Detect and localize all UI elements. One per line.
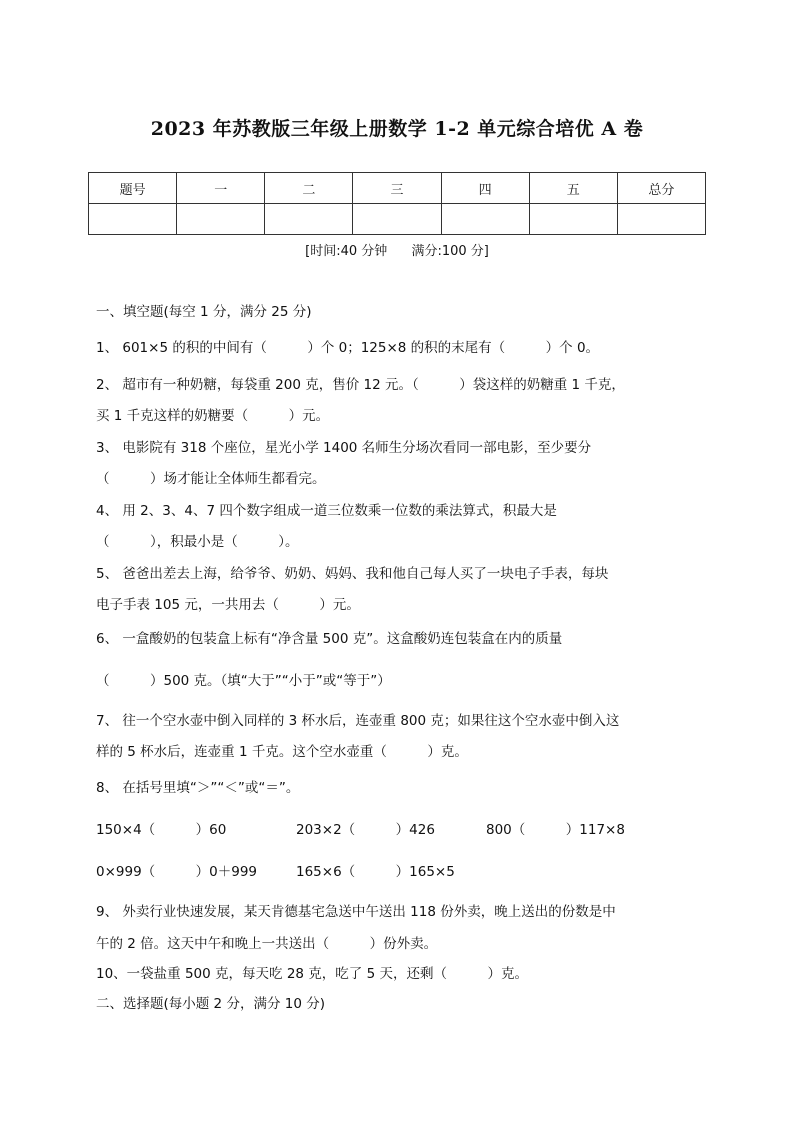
score-header-cell: 五 xyxy=(529,173,617,204)
question-line: 7、 往一个空水壶中倒入同样的 3 杯水后，连壶重 800 克；如果往这个空水壶中倒入这 xyxy=(96,713,620,729)
question-line: 8、 在括号里填“＞”“＜”或“＝”。 xyxy=(96,780,300,796)
page-title: 2023 年苏教版三年级上册数学 1-2 单元综合培优 A 卷 xyxy=(150,118,644,140)
score-cell[interactable] xyxy=(441,204,529,235)
score-value-row xyxy=(89,204,706,235)
question-line: 1、 601×5 的积的中间有（ ）个 0；125×8 的积的末尾有（ ）个 0。 xyxy=(96,340,600,356)
score-header-cell: 四 xyxy=(441,173,529,204)
question-line: （ ），积最小是（ ）。 xyxy=(96,534,299,550)
score-cell[interactable] xyxy=(529,204,617,235)
time-limit: [时间:40 分钟 xyxy=(305,244,388,259)
question-line: 电子手表 105 元，一共用去（ ）元。 xyxy=(96,597,360,613)
score-header-row xyxy=(89,173,706,204)
score-cell[interactable] xyxy=(265,204,353,235)
question-line: 买 1 千克这样的奶糖要（ ）元。 xyxy=(96,408,330,424)
score-header-cell: 二 xyxy=(265,173,353,204)
score-header-cell: 三 xyxy=(353,173,441,204)
question-line: 午的 2 倍。这天中午和晚上一共送出（ ）份外卖。 xyxy=(96,936,438,952)
exam-meta xyxy=(0,240,794,259)
section2-heading: 二、选择题(每小题 2 分，满分 10 分) xyxy=(96,996,325,1012)
compare-item: 800（ ）117×8 xyxy=(486,822,625,838)
question-line: 6、 一盒酸奶的包装盒上标有“净含量 500 克”。这盒酸奶连包装盒在内的质量 xyxy=(96,631,563,647)
score-header-cell: 总分 xyxy=(617,173,705,204)
compare-item: 203×2（ ）426 xyxy=(296,822,435,838)
question-line: 9、 外卖行业快速发展，某天肯德基宅急送中午送出 118 份外卖，晚上送出的份数是中 xyxy=(96,904,616,920)
question-line: 样的 5 杯水后，连壶重 1 千克。这个空水壶重（ ）克。 xyxy=(96,744,468,760)
compare-item: 150×4（ ）60 xyxy=(96,822,227,838)
score-cell[interactable] xyxy=(353,204,441,235)
question-line: 10、一袋盐重 500 克，每天吃 28 克，吃了 5 天，还剩（ ）克。 xyxy=(96,966,528,982)
compare-item: 165×6（ ）165×5 xyxy=(296,864,455,880)
question-line: 2、 超市有一种奶糖，每袋重 200 克，售价 12 元。（ ）袋这样的奶糖重 1 千克， xyxy=(96,377,625,393)
question-line: 4、 用 2、3、4、7 四个数字组成一道三位数乘一位数的乘法算式，积最大是 xyxy=(96,503,557,519)
question-line: 3、 电影院有 318 个座位，星光小学 1400 名师生分场次看同一部电影，至少要分 xyxy=(96,440,592,456)
score-header-cell: 题号 xyxy=(89,173,177,204)
score-cell[interactable] xyxy=(177,204,265,235)
compare-item: 0×999（ ）0＋999 xyxy=(96,864,258,880)
section1-heading: 一、填空题(每空 1 分，满分 25 分) xyxy=(96,304,312,320)
score-cell[interactable] xyxy=(89,204,177,235)
score-table xyxy=(88,172,706,235)
question-line: （ ）场才能让全体师生都看完。 xyxy=(96,471,326,487)
full-score: 满分:100 分] xyxy=(411,244,489,259)
question-line: （ ）500 克。（填“大于”“小于”或“等于”） xyxy=(96,673,391,689)
question-line: 5、 爸爸出差去上海，给爷爷、奶奶、妈妈、我和他自己每人买了一块电子手表，每块 xyxy=(96,566,609,582)
score-header-cell: 一 xyxy=(177,173,265,204)
score-cell[interactable] xyxy=(617,204,705,235)
